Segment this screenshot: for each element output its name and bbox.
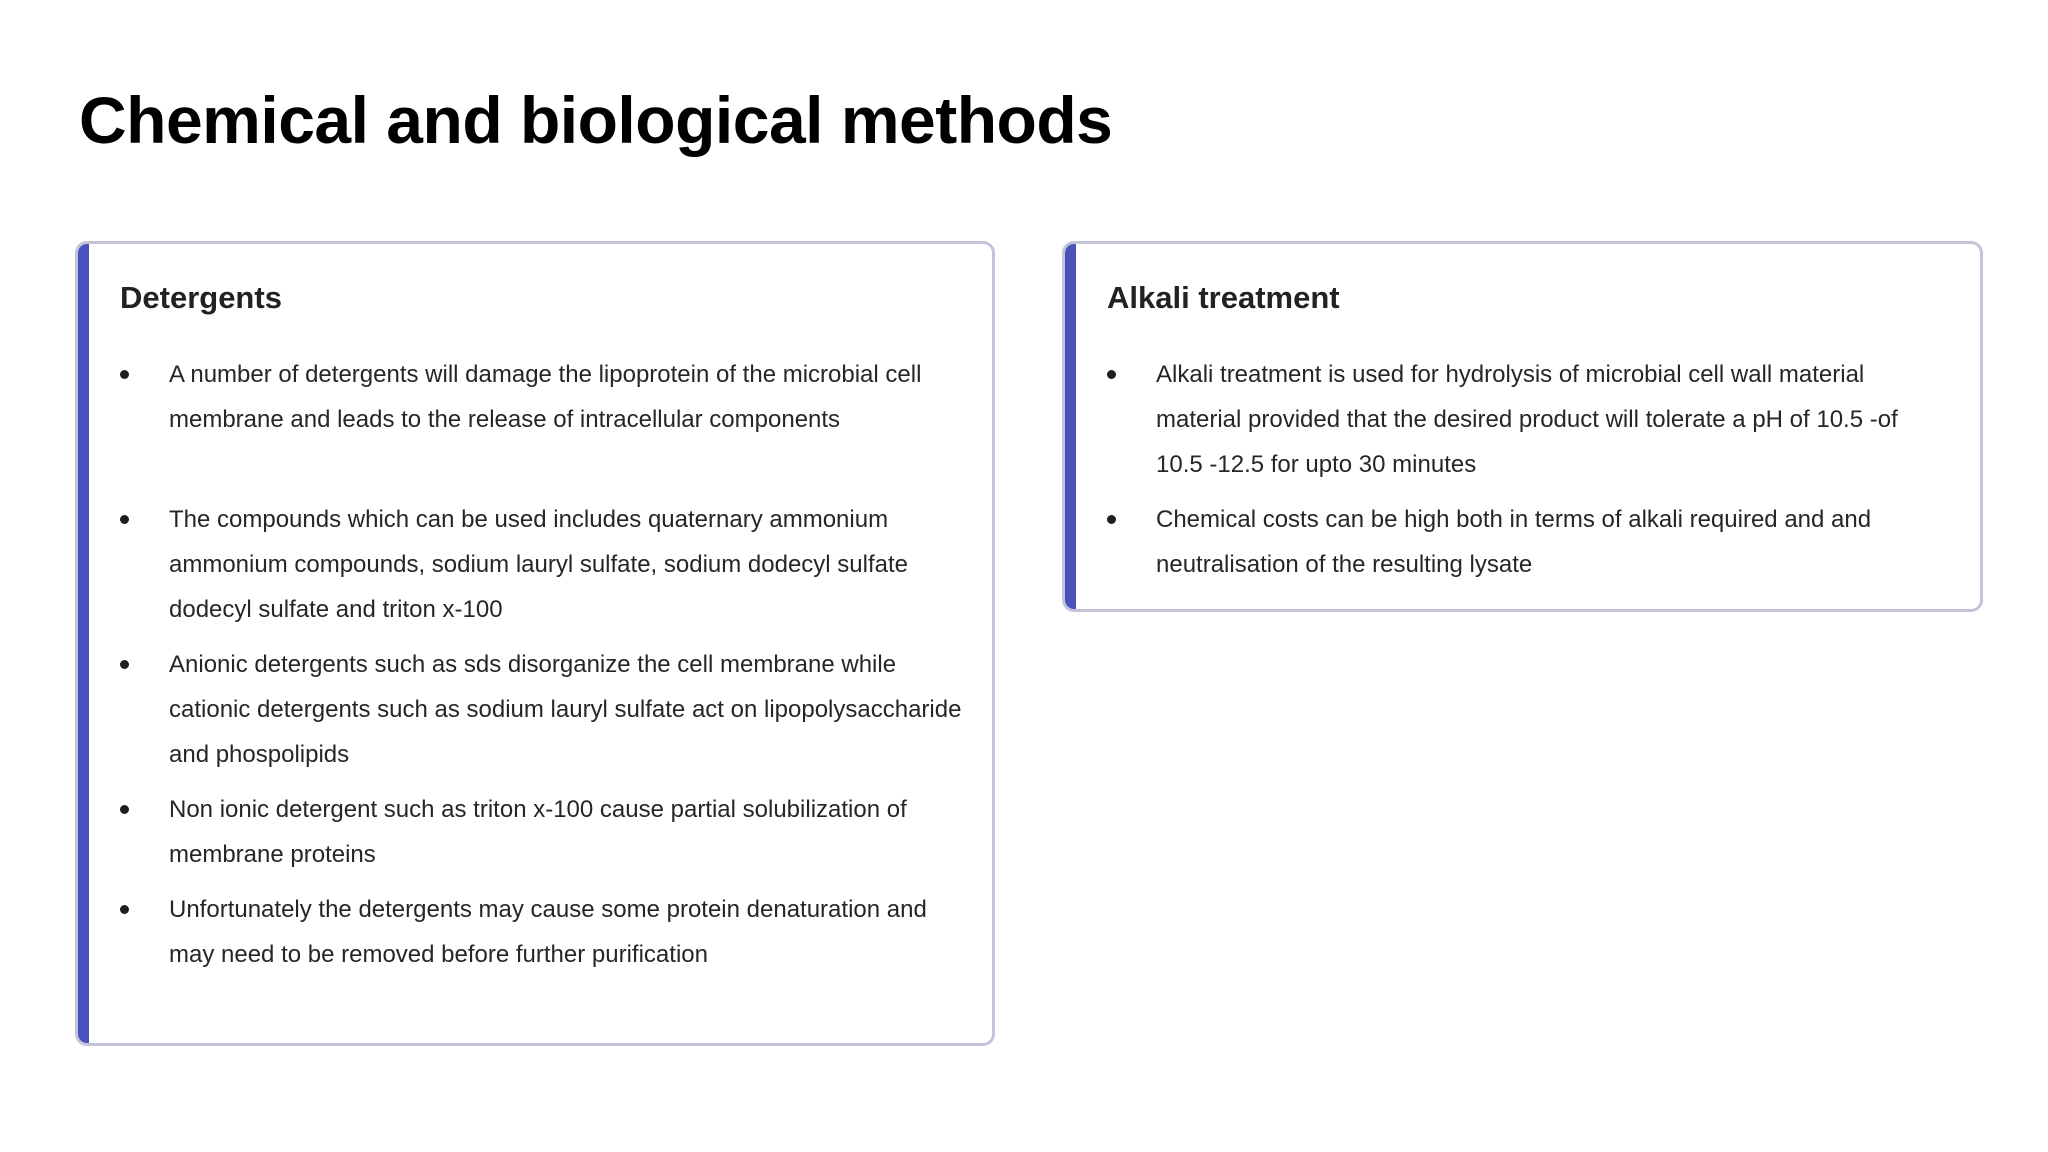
bullet-text: Chemical costs can be high both in terms of alkali required and and neutralisation of the resulting lysate (1156, 506, 1872, 578)
bullet-item (1107, 497, 1950, 587)
card-accent-bar (78, 244, 89, 1043)
bullet-icon (120, 370, 129, 379)
bullet-text: The compounds which can be used includes quaternary ammonium ammonium compounds, sodium lauryl sulfate, sodium dodecyl sulfate dodecyl sulfate and triton x-100 (169, 506, 909, 623)
bullet-item (120, 497, 962, 632)
alkali-card-title: Alkali treatment (1107, 280, 1340, 315)
detergents-card (75, 241, 995, 1046)
bullet-text: Unfortunately the detergents may cause some protein denaturation and may need to be removed before further purification (169, 896, 927, 968)
bullet-item (120, 887, 962, 977)
bullet-item (120, 642, 962, 777)
bullet-text: Non ionic detergent such as triton x-100 cause partial solubilization of membrane proteins (169, 796, 907, 868)
bullet-item (120, 787, 962, 877)
bullet-item (1107, 352, 1950, 487)
card-accent-bar (1065, 244, 1076, 609)
detergents-bullet-list (120, 352, 962, 977)
bullet-text: Alkali treatment is used for hydrolysis of microbial cell wall material material provided that the desired product will tolerate a pH of 10.5 -of 10.5 -12.5 for upto 30 minutes (1156, 361, 1898, 478)
bullet-icon (120, 805, 129, 814)
bullet-text: A number of detergents will damage the lipoprotein of the microbial cell membrane and leads to the release of intracellular components (169, 361, 922, 433)
bullet-icon (120, 515, 129, 524)
bullet-item (120, 352, 962, 442)
alkali-bullet-list (1107, 352, 1950, 587)
alkali-treatment-card (1062, 241, 1983, 612)
detergents-card-title: Detergents (120, 280, 282, 315)
slide-title: Chemical and biological methods (79, 83, 1113, 157)
bullet-text: Anionic detergents such as sds disorganize the cell membrane while cationic detergents such as sodium lauryl sulfate act on lipopolysaccharide and phospolipids (169, 651, 962, 768)
bullet-icon (120, 660, 129, 669)
bullet-icon (1107, 370, 1116, 379)
bullet-icon (1107, 515, 1116, 524)
bullet-icon (120, 905, 129, 914)
